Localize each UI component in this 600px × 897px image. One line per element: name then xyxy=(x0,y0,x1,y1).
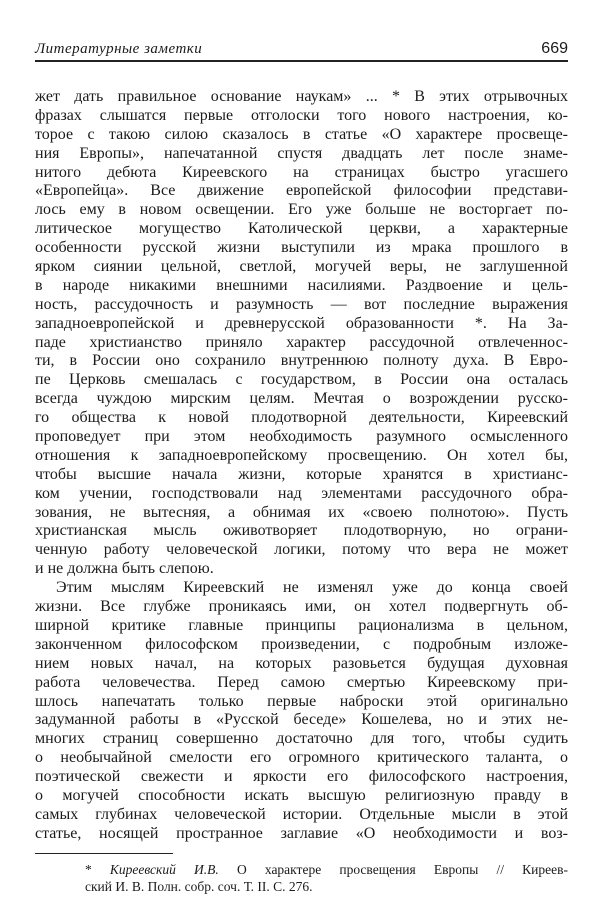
text-line: работа человечества. Перед самою смертью Киреевскому при- xyxy=(35,673,568,691)
text-line: торое с такою силою сказалось в статье «О характере просвеще- xyxy=(35,125,568,143)
text-line: о необычайной смелости его огромного критического таланта, о xyxy=(35,749,568,767)
text-line: и не должна быть слепою. xyxy=(35,560,214,578)
text-line: лось ему в новом освещении. Его уже больше не восторгает по- xyxy=(35,201,568,219)
text-line: ность, рассудочность и разумность — вот последние выражения xyxy=(35,295,568,313)
text-line: западноевропейской и древнерусской образованности *. На За- xyxy=(35,314,568,332)
body-text xyxy=(35,88,568,844)
footnote-author: Киреевский И.В. xyxy=(109,862,219,877)
text-line: христианская мысль оживотворяет плодотворную, но ограни- xyxy=(35,522,568,540)
running-header xyxy=(35,38,568,62)
text-line: пе Церковь смешалась с государством, в России она осталась xyxy=(35,371,568,389)
text-line: особенности русской жизни выступили из мрака прошлого в xyxy=(35,239,568,257)
footnote-divider xyxy=(35,853,173,854)
footnote-line: ский И. В. Полн. собр. соч. Т. II. С. 276. xyxy=(85,879,313,894)
text-line: жизни. Все глубже проникаясь ими, он хотел подвергнуть об- xyxy=(35,598,568,616)
text-line: «Европейца». Все движение европейской философии представи- xyxy=(35,182,568,200)
text-line: ченную работу человеческой логики, потому что вера не может xyxy=(35,541,568,559)
text-line: статье, носящей пространное заглавие «О необходимости и воз- xyxy=(35,824,568,842)
page-number: 669 xyxy=(541,40,568,57)
text-line: ярком сиянии цельной, светлой, могучей веры, не заглушенной xyxy=(35,258,568,276)
text-line: ком учении, господствовали над элементами рассудочного обра- xyxy=(35,484,568,502)
text-line: чтобы высшие начала жизни, которые хранятся в христианс- xyxy=(35,465,568,483)
text-line: паде христианство приняло характер рассудочной отвлеченнос- xyxy=(35,333,568,351)
text-line: задуманной работы в «Русской беседе» Кошелева, но и этих не- xyxy=(35,711,568,729)
text-line: го общества к новой плодотворной деятельности, Киреевский xyxy=(35,409,568,427)
text-line: многих страниц совершенно достаточно для того, чтобы судить xyxy=(35,730,568,748)
text-line: отношения к западноевропейскому просвещению. Он хотел бы, xyxy=(35,446,568,464)
running-title: Литературные заметки xyxy=(35,41,203,57)
text-line: всегда чуждою мирским целям. Мечтая о возрождении русско- xyxy=(35,390,568,408)
text-line: зования, не вытесняя, а обнимая их «своею полнотою». Пусть xyxy=(35,503,568,521)
footnote-text: О характере просвещения Европы // Киреев- xyxy=(236,862,568,877)
text-line: ти, в России оно сохранило внутреннюю полноту духа. В Евро- xyxy=(35,352,568,370)
text-line: фразах слышатся первые отголоски того нового настроения, ко- xyxy=(35,106,568,124)
text-line: литическое могущество Католической церкви, а характерные xyxy=(35,220,568,238)
footnote-marker: * xyxy=(85,862,92,877)
text-line: законченном философском произведении, с подробным изложе- xyxy=(35,635,568,653)
footnote xyxy=(35,861,568,895)
text-line: в народе никакими внешними насилиями. Раздвоение и цель- xyxy=(35,276,568,294)
text-line: жет дать правильное основание наукам» ... * В этих отрывочных xyxy=(35,88,568,105)
text-line: ния Европы», напечатанной спустя двадцать лет после знаме- xyxy=(35,144,568,162)
text-line: проповедует при этом необходимость разумного осмысленного xyxy=(35,428,568,446)
text-line: ширной критике главные принципы рационализма в цельном, xyxy=(35,616,568,634)
text-line: самых глубинах человеческой истории. Отдельные мысли в этой xyxy=(35,805,568,823)
text-line: о могучей способности искать высшую религиозную правду в xyxy=(35,786,568,804)
footnote-line xyxy=(35,861,568,878)
text-line: нитого дебюта Киреевского на страницах быстро угасшего xyxy=(35,163,568,181)
text-line: шлось напечатать только первые наброски этой оригинально xyxy=(35,692,568,710)
text-line: поэтической свежести и яркости его философского настроения, xyxy=(35,768,568,786)
text-line: нием новых начал, на которых разовьется будущая духовная xyxy=(35,654,568,672)
text-line: Этим мыслям Киреевский не изменял уже до конца своей xyxy=(56,579,568,597)
